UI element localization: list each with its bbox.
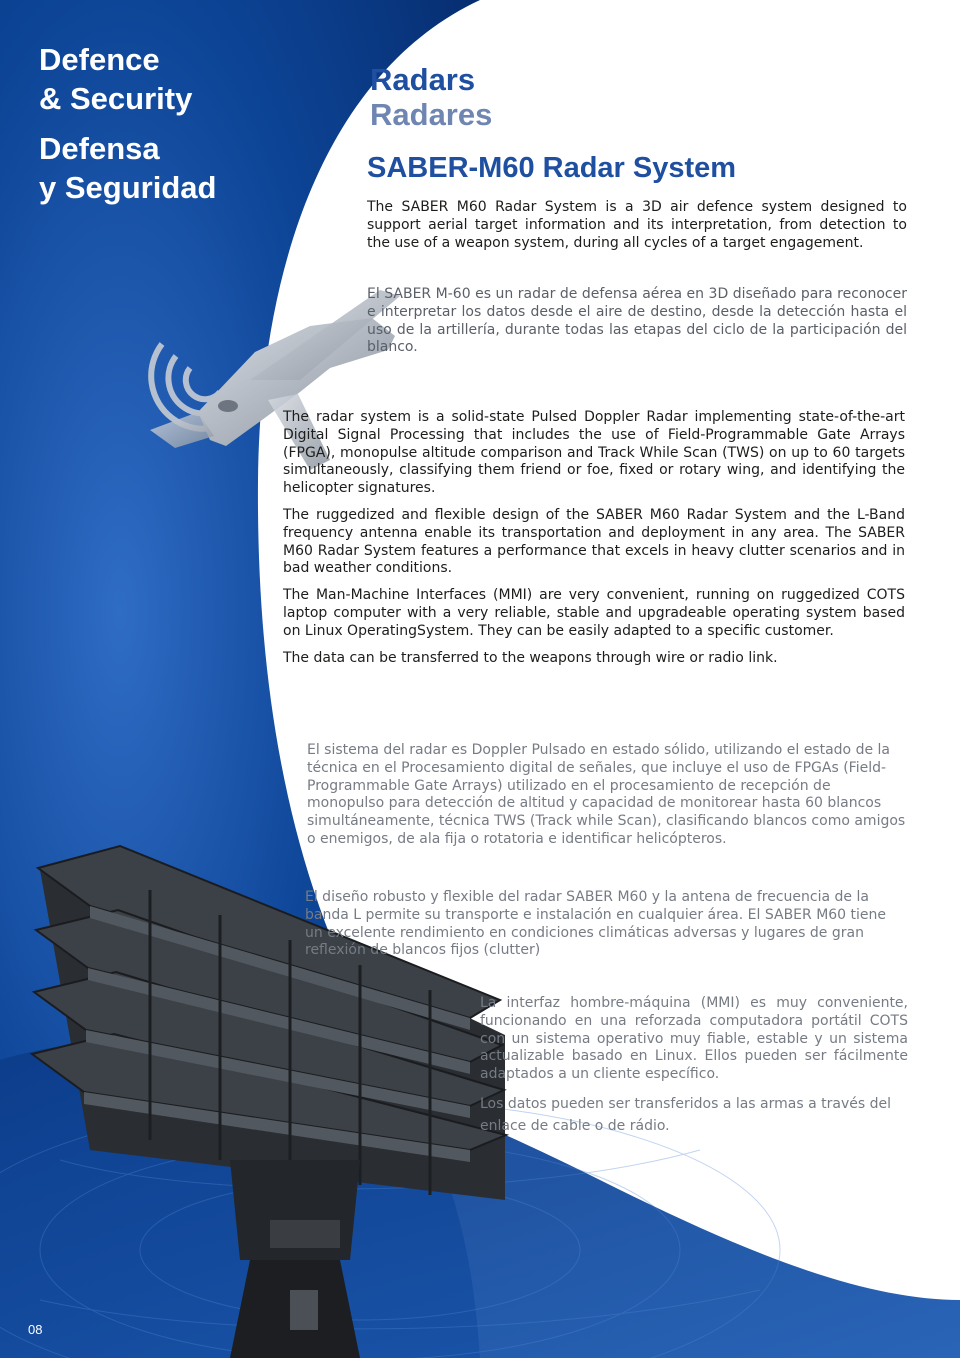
- category-title-en: Radars: [370, 62, 476, 97]
- body-es-paragraph-2: El diseño robusto y flexible del radar SABER M60 y la antena de frecuencia de la banda L permite su transporte e instalación en cualquier área. El SABER M60 tiene un excelente rendimiento en condiciones climáticas adversas y lugares de gran reflexión de blancos fijos (clutter): [305, 889, 887, 959]
- body-es-paragraph-4: Los datos pueden ser transferidos a las armas a través del enlace de cable o de rádio.: [480, 1096, 891, 1134]
- body-en-paragraph-3: The Man-Machine Interfaces (MMI) are very convenient, running on ruggedized COTS laptop computer with a very reliable, stable and upgradeable operating system based on Linux OperatingSystem. They can be easily adapted to a specific customer.: [283, 587, 905, 639]
- section-title-es-line1: Defensa: [39, 131, 160, 166]
- section-title-en: [39, 40, 216, 118]
- section-title-en-line1: Defence: [39, 42, 160, 77]
- section-title-es: [39, 129, 216, 207]
- section-header: [39, 40, 216, 207]
- body-es-paragraph-3: La interfaz hombre-máquina (MMI) es muy conveniente, funcionando en una reforzada computadora portátil COTS con un sistema operativo muy fiable, estable y un sistema actualizable basado en Linux. Ellos pueden ser fácilmente adaptados a un cliente específico.: [480, 995, 908, 1083]
- section-title-en-line2: & Security: [39, 81, 193, 116]
- body-en-column: [283, 409, 905, 667]
- product-title: SABER-M60 Radar System: [367, 152, 737, 184]
- intro-paragraph-en: The SABER M60 Radar System is a 3D air defence system designed to support aerial target information and its interpretation, from detection to the use of a weapon system, during all cycles of a target engagement.: [367, 199, 907, 251]
- body-es-paragraph-1: El sistema del radar es Doppler Pulsado en estado sólido, utilizando el estado de la técnica en el Procesamiento digital de señales, que incluye el uso de FPGAs (Field-Programmable Gate Arrays) utilizado en el procesamiento de recepción de monopulso para detección de altitud y capacidad de monitorear hasta 60 blancos simultáneamente, técnica TWS (Track while Scan), clasificando blancos como amigos o enemigos, de ala fija o rotatoria e identificar helicópteros.: [307, 742, 906, 847]
- section-title-es-line2: y Seguridad: [39, 170, 217, 205]
- body-en-paragraph-1: The radar system is a solid-state Pulsed Doppler Radar implementing state-of-the-art Digital Signal Processing that includes the use of Field-Programmable Gate Arrays (FPGA), monopulse altitude comparison and Track While Scan (TWS) on up to 60 targets simultaneously, classifying them friend or foe, fixed or rotary wing, and identifying the helicopter signatures.: [283, 409, 905, 497]
- intro-paragraph-es: El SABER M-60 es un radar de defensa aérea en 3D diseñado para reconocer e interpretar los datos desde el aire de destino, desde la detección hasta el uso de la artillería, durante todas las etapas del ciclo de la participación del blanco.: [367, 286, 907, 356]
- page-number: 08: [28, 1322, 43, 1337]
- category-title-es: Radares: [370, 97, 493, 132]
- body-en-paragraph-4: The data can be transferred to the weapons through wire or radio link.: [283, 649, 778, 666]
- body-en-paragraph-2: The ruggedized and flexible design of the SABER M60 Radar System and the L-Band frequency antenna enable its transportation and deployment in any area. The SABER M60 Radar System features a performance that excels in heavy clutter scenarios and in bad weather conditions.: [283, 506, 905, 577]
